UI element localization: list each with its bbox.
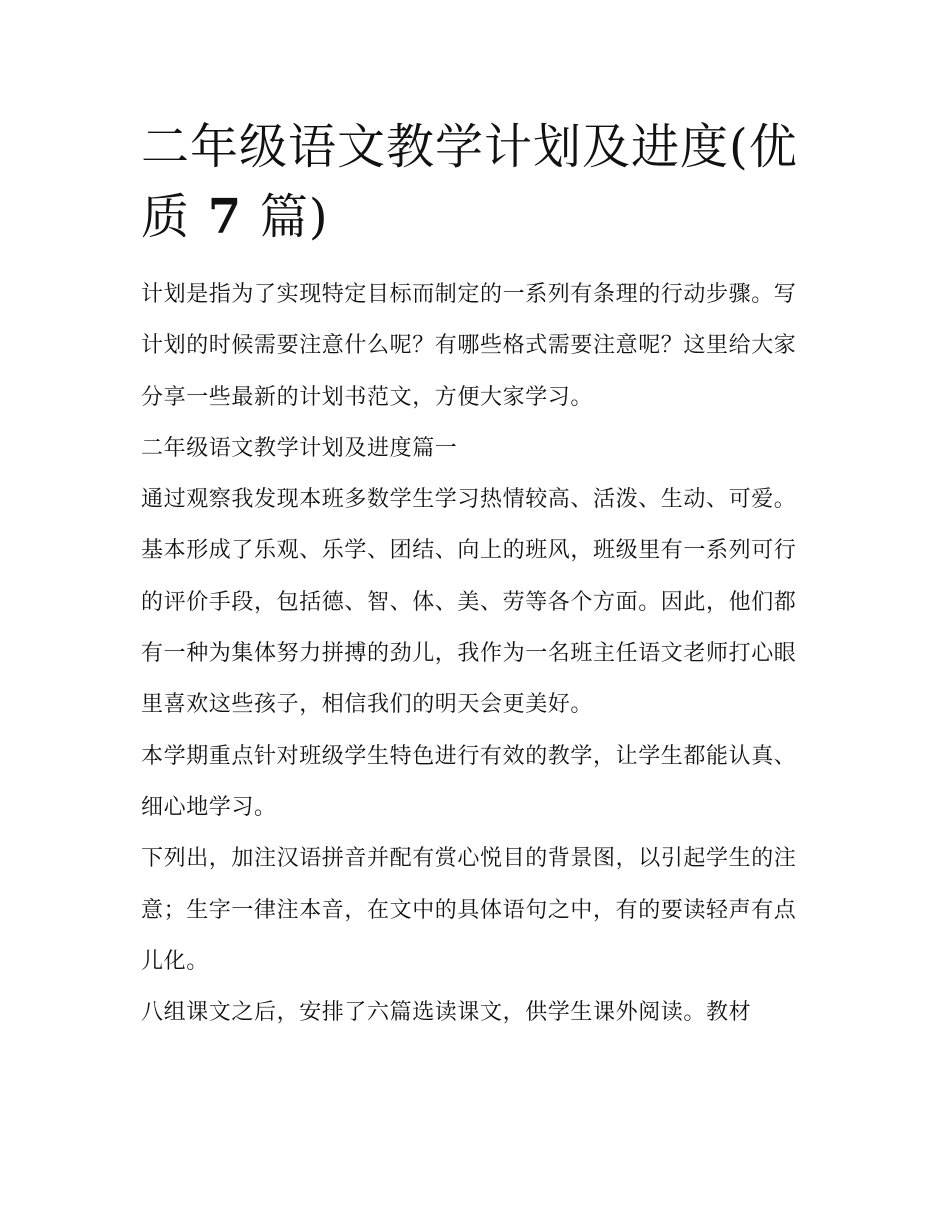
body-paragraph: 八组课文之后，安排了六篇选读课文，供学生课外阅读。教材	[141, 1000, 752, 1026]
title-line-1: 二年级语文教学计划及进度(优	[141, 119, 798, 175]
body-paragraph: 通过观察我发现本班多数学生学习热情较高、活泼、生动、可爱。基本形成了乐观、乐学、团结、向上的班风，班级里有一系列可行的评价手段，包括德、智、体、美、劳等各个方面。因此，他们都有一种为集体努力拼搏的劲儿，我作为一名班主任语文老师打心眼里喜欢这些孩子，相信我们的明天会更美好。	[141, 487, 797, 718]
document-content	[141, 112, 813, 1038]
title-line-2-suffix: 篇)	[259, 189, 329, 245]
body-paragraph: 下列出，加注汉语拼音并配有赏心悦目的背景图，以引起学生的注意；生字一律注本音，在文中的具体语句之中，有的要读轻声有点儿化。	[141, 846, 797, 974]
title-count-number: 7	[207, 189, 243, 245]
title-count	[190, 189, 260, 245]
document-title	[141, 112, 813, 252]
intro-paragraph: 计划是指为了实现特定目标而制定的一系列有条理的行动步骤。写计划的时候需要注意什么呢？有哪些格式需要注意呢？这里给大家分享一些最新的计划书范文，方便大家学习。	[141, 282, 797, 410]
section-heading: 二年级语文教学计划及进度篇一	[141, 435, 458, 461]
title-line-2-prefix: 质	[141, 189, 191, 245]
document-body	[141, 269, 813, 1038]
body-paragraph: 本学期重点针对班级学生特色进行有效的教学，让学生都能认真、细心地学习。	[141, 743, 797, 820]
